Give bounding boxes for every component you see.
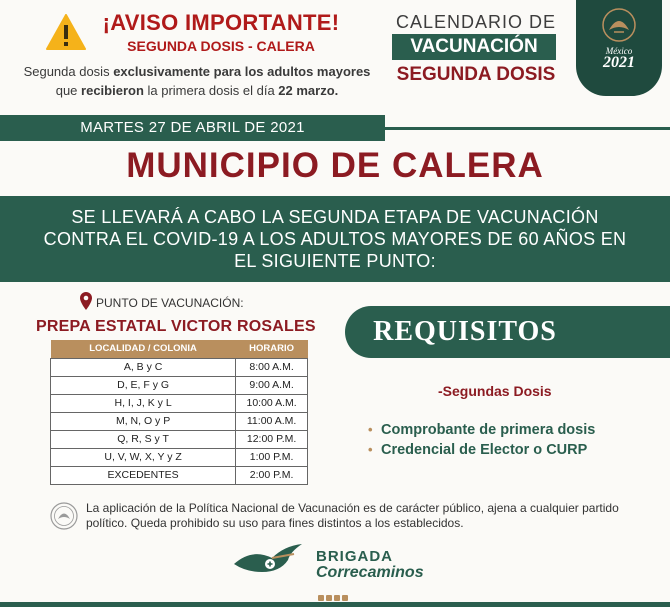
table-row bbox=[51, 376, 308, 394]
time-cell: 10:00 A.M. bbox=[236, 394, 308, 412]
list-item bbox=[368, 420, 595, 440]
aviso-title: ¡AVISO IMPORTANTE! bbox=[102, 10, 340, 35]
aviso-body-emphasis: exclusivamente para los adultos mayores bbox=[113, 64, 371, 79]
time-cell: 9:00 A.M. bbox=[236, 376, 308, 394]
locality-cell: EXCEDENTES bbox=[51, 466, 236, 484]
aviso-body-emphasis: recibieron bbox=[81, 83, 144, 98]
aviso-body-text: que bbox=[55, 83, 82, 98]
youtube-icon bbox=[342, 595, 348, 601]
time-cell: 11:00 A.M. bbox=[236, 412, 308, 430]
location-name: PREPA ESTATAL VICTOR ROSALES bbox=[36, 318, 316, 335]
column-header-time: HORARIO bbox=[236, 340, 308, 358]
location-pin-icon bbox=[80, 292, 92, 310]
requirement-text: Credencial de Elector o CURP bbox=[381, 442, 588, 458]
municipality-title: MUNICIPIO DE CALERA bbox=[126, 146, 544, 185]
requirements-title: REQUISITOS bbox=[373, 316, 557, 347]
time-cell: 8:00 A.M. bbox=[236, 358, 308, 376]
locality-cell: A, B y C bbox=[51, 358, 236, 376]
aviso-body-date: 22 marzo. bbox=[278, 83, 339, 98]
instagram-icon bbox=[334, 595, 340, 601]
time-cell: 2:00 P.M. bbox=[236, 466, 308, 484]
calendar-line-3: SEGUNDA DOSIS bbox=[396, 64, 556, 85]
aviso-body-text: Segunda dosis bbox=[23, 64, 114, 79]
national-seal-icon bbox=[50, 502, 78, 530]
bottom-bar bbox=[0, 602, 670, 607]
locality-cell: M, N, O y P bbox=[51, 412, 236, 430]
locality-cell: H, I, J, K y L bbox=[51, 394, 236, 412]
list-item bbox=[368, 440, 595, 460]
table-header-row bbox=[51, 340, 308, 358]
locality-cell: Q, R, S y T bbox=[51, 430, 236, 448]
bullet-icon: • bbox=[368, 442, 373, 457]
table-row bbox=[51, 448, 308, 466]
time-cell: 12:00 P.M. bbox=[236, 430, 308, 448]
requirements-list bbox=[368, 420, 595, 460]
table-row bbox=[51, 394, 308, 412]
locality-cell: U, V, W, X, Y y Z bbox=[51, 448, 236, 466]
requirement-text: Comprobante de primera dosis bbox=[381, 422, 596, 438]
table-row bbox=[51, 430, 308, 448]
mexico-2021-logo bbox=[576, 0, 662, 96]
bullet-icon: • bbox=[368, 422, 373, 437]
requirements-subtitle: -Segundas Dosis bbox=[438, 383, 552, 399]
eagle-emblem-icon bbox=[600, 6, 638, 44]
facebook-icon bbox=[318, 595, 324, 601]
table-row bbox=[51, 412, 308, 430]
event-date: MARTES 27 DE ABRIL DE 2021 bbox=[80, 119, 305, 136]
calendar-line-2: VACUNACIÓN bbox=[392, 34, 556, 60]
logo-year: 2021 bbox=[603, 54, 635, 71]
logo-country: México bbox=[605, 46, 633, 56]
calendar-line-1: CALENDARIO DE bbox=[395, 12, 557, 32]
social-icons bbox=[318, 595, 348, 601]
aviso-body bbox=[14, 62, 380, 100]
disclaimer-text: La aplicación de la Política Nacional de Vacunación es de carácter público, ajena a cualquier partido político. Queda prohibido su uso para fines distintos a los establecidos. bbox=[86, 501, 619, 530]
time-cell: 1:00 P.M. bbox=[236, 448, 308, 466]
brand-line-2: Correcaminos bbox=[316, 564, 424, 581]
schedule-table bbox=[50, 340, 308, 485]
date-band-stripe bbox=[385, 127, 670, 130]
table-row bbox=[51, 466, 308, 484]
aviso-subtitle: SEGUNDA DOSIS - CALERA bbox=[127, 38, 315, 54]
aviso-body-text: la primera dosis el día bbox=[143, 83, 279, 98]
location-label: PUNTO DE VACUNACIÓN: bbox=[96, 296, 244, 310]
roadrunner-logo-icon bbox=[232, 538, 304, 582]
column-header-locality: LOCALIDAD / COLONIA bbox=[51, 340, 236, 358]
twitter-icon bbox=[326, 595, 332, 601]
locality-cell: D, E, F y G bbox=[51, 376, 236, 394]
brand-line-1: BRIGADA bbox=[316, 548, 393, 565]
announcement-text: SE LLEVARÁ A CABO LA SEGUNDA ETAPA DE VACUNACIÓN CONTRA EL COVID-19 A LOS ADULTOS MAYORES DE 60 AÑOS EN EL SIGUIENTE PUNTO: bbox=[43, 207, 627, 271]
table-row bbox=[51, 358, 308, 376]
warning-icon bbox=[46, 14, 86, 50]
